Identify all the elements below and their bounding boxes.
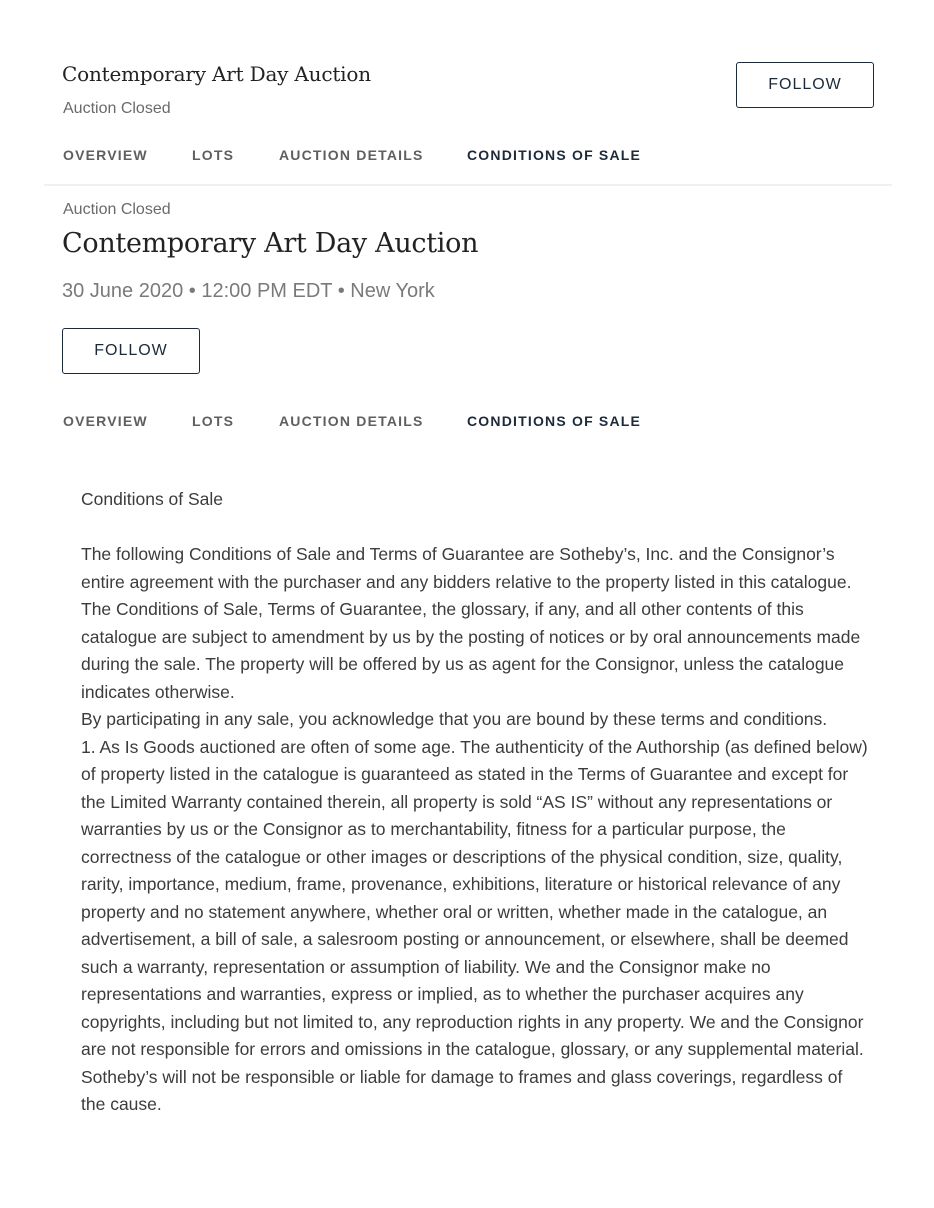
tab-conditions-of-sale[interactable]: CONDITIONS OF SALE bbox=[467, 413, 642, 429]
conditions-content bbox=[81, 486, 871, 1168]
conditions-paragraph: 1. As Is Goods auctioned are often of some age. The authenticity of the Authorship (as defined below) of property listed in the catalogue is guaranteed as stated in the Terms of Guarantee and except for the Limited Warranty contained therein, all property is sold “AS IS” without any representations or warranties by us or the Consignor as to merchantability, fitness for a particular purpose, the correctness of the catalogue or other images or descriptions of the physical condition, size, quality, rarity, importance, medium, frame, provenance, exhibitions, literature or historical relevance of any property and no statement anywhere, whether oral or written, whether made in the catalogue, an advertisement, a bill of sale, a salesroom posting or announcement, or elsewhere, shall be deemed such a warranty, representation or assumption of liability. We and the Consignor make no representations and warranties, express or implied, as to whether the purchaser acquires any copyrights, including but not limited to, any reproduction rights in any property. We and the Consignor are not responsible for errors and omissions in the catalogue, glossary, or any supplemental material. Sotheby’s will not be responsible or liable for damage to frames and glass coverings, regardless of the cause. bbox=[81, 736, 868, 1114]
auction-date-location: 30 June 2020 • 12:00 PM EDT • New York bbox=[62, 280, 435, 302]
page-title: Contemporary Art Day Auction bbox=[62, 228, 479, 259]
sticky-follow-button[interactable]: FOLLOW bbox=[736, 62, 874, 108]
sticky-tab-overview[interactable]: OVERVIEW bbox=[63, 147, 148, 163]
sticky-header bbox=[44, 0, 892, 186]
conditions-heading: Conditions of Sale bbox=[81, 489, 224, 509]
sticky-tab-lots[interactable]: LOTS bbox=[192, 147, 235, 163]
conditions-paragraph: The following Conditions of Sale and Terms of Guarantee are Sotheby’s, Inc. and the Consignor’s entire agreement with the purchaser and any bidders relative to the property listed in this catalogue. bbox=[81, 544, 852, 592]
conditions-paragraph: The Conditions of Sale, Terms of Guarantee, the glossary, if any, and all other contents of this catalogue are subject to amendment by us by the posting of notices or by oral announcements made during the sale. The property will be offered by us as agent for the Consignor, unless the catalogue indicates otherwise. bbox=[81, 599, 861, 702]
follow-button[interactable]: FOLLOW bbox=[62, 328, 200, 374]
sticky-tab-conditions-of-sale[interactable]: CONDITIONS OF SALE bbox=[467, 147, 642, 163]
tab-overview[interactable]: OVERVIEW bbox=[63, 413, 148, 429]
auction-status: Auction Closed bbox=[63, 201, 171, 218]
conditions-paragraph: By participating in any sale, you acknowledge that you are bound by these terms and conditions. bbox=[81, 709, 828, 729]
sticky-auction-title: Contemporary Art Day Auction bbox=[62, 62, 371, 86]
sticky-auction-status: Auction Closed bbox=[63, 100, 171, 117]
sticky-tab-auction-details[interactable]: AUCTION DETAILS bbox=[279, 147, 424, 163]
tab-auction-details[interactable]: AUCTION DETAILS bbox=[279, 413, 424, 429]
tab-lots[interactable]: LOTS bbox=[192, 413, 235, 429]
